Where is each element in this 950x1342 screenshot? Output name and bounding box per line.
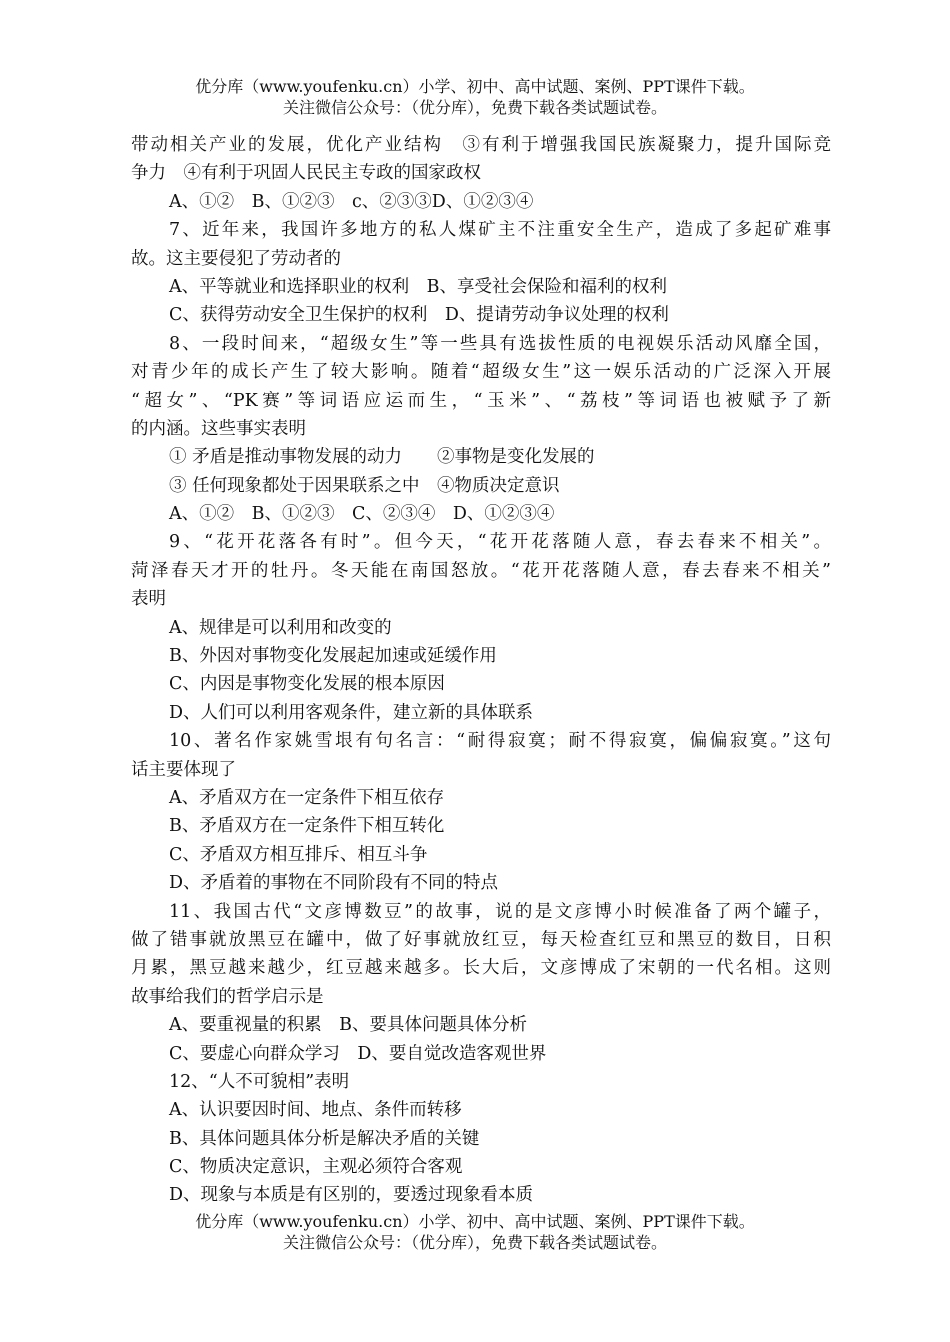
question-9: 9、“花开花落各有时”。但今天，“花开花落随人意，春去春来不相关”。 [169,532,831,553]
text-line: 争力 ④有利于巩固人民民主专政的国家政权 [131,163,481,184]
text-line: 话主要体现了 [131,759,236,780]
option-line: D、现象与本质是有区别的，要透过现象看本质 [169,1185,534,1206]
option-line: D、矛盾着的事物在不同阶段有不同的特点 [169,873,499,894]
question-8: 8、一段时间来，“超级女生”等一些具有选拔性质的电视娱乐活动风靡全国， [169,333,831,354]
option-line: C、获得劳动安全卫生保护的权利 D、提请劳动争议处理的权利 [169,305,669,326]
text-line: 做了错事就放黑豆在罐中，做了好事就放红豆，每天检查红豆和黑豆的数目，日积 [131,929,831,950]
question-10: 10、著名作家姚雪垠有句名言：“耐得寂寞；耐不得寂寞，偏偏寂寞。”这句 [169,731,831,752]
text-line: 故。这主要侵犯了劳动者的 [131,248,341,269]
answer-options: A、①② B、①②③ C、②③④ D、①②③④ [169,504,555,525]
text-line: “超女”、“PK赛”等词语应运而生，“玉米”、“荔枝”等词语也被赋予了新 [131,390,831,411]
statement-line: ③ 任何现象都处于因果联系之中 ④物质决定意识 [169,475,560,496]
text-line: 月累，黑豆越来越少，红豆越来越多。长大后，文彦博成了宋朝的一代名相。这则 [131,958,831,979]
option-line: B、外因对事物变化发展起加速或延缓作用 [169,646,497,667]
header-line-1: 优分库（www.youfenku.cn）小学、初中、高中试题、案例、PPT课件下载。 [195,77,755,96]
option-line: B、矛盾双方在一定条件下相互转化 [169,816,445,837]
option-line: A、认识要因时间、地点、条件而转移 [169,1100,462,1121]
text-line: 的内涵。这些事实表明 [131,418,306,439]
statement-line: ① 矛盾是推动事物发展的动力 ②事物是变化发展的 [169,447,595,468]
question-12: 12、“人不可貌相”表明 [169,1071,350,1092]
text-line: 故事给我们的哲学启示是 [131,986,324,1007]
option-line: B、具体问题具体分析是解决矛盾的关键 [169,1128,480,1149]
page-header [0,76,950,118]
answer-options: A、①② B、①②③ c、②③③D、①②③④ [169,191,534,212]
option-line: A、平等就业和选择职业的权利 B、享受社会保险和福利的权利 [169,276,667,297]
document-body [131,131,831,1210]
option-line: C、内因是事物变化发展的根本原因 [169,674,445,695]
option-line: C、要虚心向群众学习 D、要自觉改造客观世界 [169,1043,547,1064]
question-7: 7、近年来，我国许多地方的私人煤矿主不注重安全生产，造成了多起矿难事 [169,220,831,241]
option-line: A、矛盾双方在一定条件下相互依存 [169,787,445,808]
option-line: D、人们可以利用客观条件，建立新的具体联系 [169,702,534,723]
header-line-2: 关注微信公众号：（优分库），免费下载各类试题试卷。 [282,98,667,117]
option-line: A、规律是可以利用和改变的 [169,617,392,638]
footer-line-2: 关注微信公众号：（优分库），免费下载各类试题试卷。 [282,1233,667,1252]
option-line: C、物质决定意识，主观必须符合客观 [169,1157,463,1178]
text-line: 带动相关产业的发展，优化产业结构 ③有利于增强我国民族凝聚力，提升国际竞 [131,135,831,155]
option-line: C、矛盾双方相互排斥、相互斗争 [169,844,428,865]
text-line: 对青少年的成长产生了较大影响。随着“超级女生”这一娱乐活动的广泛深入开展 [131,362,831,383]
text-line: 菏泽春天才开的牡丹。冬天能在南国怒放。“花开花落随人意，春去春来不相关” [131,560,831,581]
option-line: A、要重视量的积累 B、要具体问题具体分析 [169,1015,527,1036]
question-11: 11、我国古代“文彦博数豆”的故事，说的是文彦博小时候准备了两个罐子， [169,901,831,922]
text-line: 表明 [131,589,166,610]
footer-line-1: 优分库（www.youfenku.cn）小学、初中、高中试题、案例、PPT课件下载。 [195,1212,755,1231]
page-footer [0,1211,950,1253]
